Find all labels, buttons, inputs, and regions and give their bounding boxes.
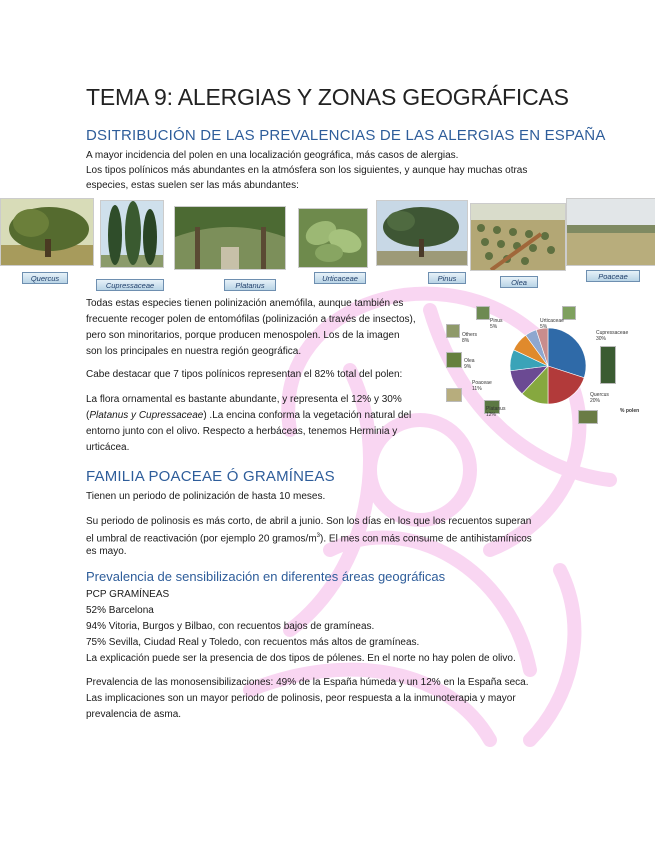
pie-label-urticaceae: Urticaceae 5% — [540, 318, 564, 330]
quercus-thumb — [578, 410, 598, 424]
urticaceae-photo — [298, 208, 368, 268]
para2: Cabe destacar que 7 tipos polínicos representan el 82% total del polen: — [86, 369, 403, 380]
plant-label-urticaceae: Urticaceae — [314, 272, 366, 284]
para1-line-1: Todas estas especies tienen polinización anemófila, aunque también es — [86, 298, 404, 309]
para1-line-4: son los principales en nuestra región geográfica. — [86, 346, 302, 357]
plant-label-platanus: Platanus — [224, 279, 276, 291]
pie-label-quercus: Quercus 20% — [590, 392, 609, 404]
section-heading-poaceae: FAMILIA POACEAE Ó GRAMÍNEAS — [86, 468, 335, 485]
pie-label-olea: Olea 9% — [464, 358, 475, 370]
olea-photo — [470, 203, 566, 271]
poaceae-line-2: Su periodo de polinosis es más corto, de abril a junio. Son los días en los que los recuentos superan — [86, 516, 532, 527]
pinus-thumb — [476, 306, 490, 320]
prevalence-line-3: 94% Vitoria, Burgos y Bilbao, con recuentos bajos de gramíneas. — [86, 621, 375, 632]
poaceae-line-4: es mayo. — [86, 546, 127, 557]
poaceae-line-3: el umbral de reactivación (por ejemplo 20 gramos/$m^3$). El mes con más consume de antihistamínicos — [86, 533, 532, 545]
prevalence-line-4: 75% Sevilla, Ciudad Real y Toledo, con recuentos más altos de gramíneas. — [86, 637, 420, 648]
cupressaceae-thumb — [600, 346, 616, 384]
quercus-photo — [0, 198, 94, 266]
pie-label-others: Others 8% — [462, 332, 478, 344]
platanus-photo — [174, 206, 286, 270]
olea-thumb — [446, 352, 462, 368]
para3-line-1: La flora ornamental es bastante abundante, y representa el 12% y 30% — [86, 394, 402, 405]
plant-label-poaceae: Poaceae — [586, 270, 640, 282]
prevalence-line-2: 52% Barcelona — [86, 605, 154, 616]
intro-line-2: Los tipos polínicos más abundantes en la atmósfera son los siguientes, y aunque hay muchas otras — [86, 165, 528, 176]
poaceae-line-1: Tienen un periodo de polinización de hasta 10 meses. — [86, 491, 326, 502]
monosensitization-line-3: prevalencia de asma. — [86, 709, 182, 720]
monosensitization-line-2: Las implicaciones son un mayor periodo de polinosis, peor respuesta a la inmunoterapia y mayor — [86, 693, 516, 704]
para3-line-3: entorno junto con el olivo. Respecto a herbáceas, tenemos Herminia y — [86, 426, 398, 437]
intro-line-1: A mayor incidencia del polen en una localización geográfica, más casos de alergias. — [86, 150, 459, 161]
pie-legend-title: % polen — [620, 408, 640, 414]
plant-label-olea: Olea — [500, 276, 538, 288]
plant-label-quercus: Quercus — [22, 272, 68, 284]
cupressaceae-photo — [100, 200, 164, 268]
pollen-pie-figure — [440, 300, 645, 430]
pie-label-platanus: Platanus 12% — [486, 406, 506, 418]
plant-label-cupressaceae: Cupressaceae — [96, 279, 164, 291]
intro-line-3: especies, estas suelen ser las más abundantes: — [86, 180, 299, 191]
pinus-photo — [376, 200, 468, 266]
page-title: TEMA 9: ALERGIAS Y ZONAS GEOGRÁFICAS — [86, 84, 569, 110]
pie-label-cupressaceae: Cupressaceae 30% — [596, 330, 629, 342]
others-thumb — [446, 324, 460, 338]
pie-label-poaceae: Poaceae 11% — [472, 380, 492, 392]
prevalence-line-5: La explicación puede ser la presencia de dos tipos de pólenes. En el norte no hay polen de olivo. — [86, 653, 516, 664]
poaceae-photo — [566, 198, 655, 266]
poaceae-thumb — [446, 388, 462, 402]
urticaceae-thumb — [562, 306, 576, 320]
section-heading-prevalence: Prevalencia de sensibilización en diferentes áreas geográficas — [86, 569, 446, 584]
plant-label-pinus: Pinus — [428, 272, 466, 284]
pie-label-pinus: Pinus 5% — [490, 318, 503, 330]
prevalence-line-1: PCP GRAMÍNEAS — [86, 589, 170, 600]
para1-line-3: pero son minoritarios, porque producen menospolen. Los de la imagen — [86, 330, 400, 341]
para1-line-2: frecuente recoger polen de entomófilas (polinización a través de insectos), — [86, 314, 416, 325]
section-heading-distribution: DSITRIBUCIÓN DE LAS PREVALENCIAS DE LAS ALERGIAS EN ESPAÑA — [86, 127, 606, 144]
para3-line-2: (Platanus y Cupressaceae) .La encina conforma la vegetación natural del — [86, 410, 412, 421]
monosensitization-line-1: Prevalencia de las monosensibilizaciones: 49% de la España húmeda y un 12% en la España seca. — [86, 677, 529, 688]
para3-line-4: urticácea. — [86, 442, 130, 453]
